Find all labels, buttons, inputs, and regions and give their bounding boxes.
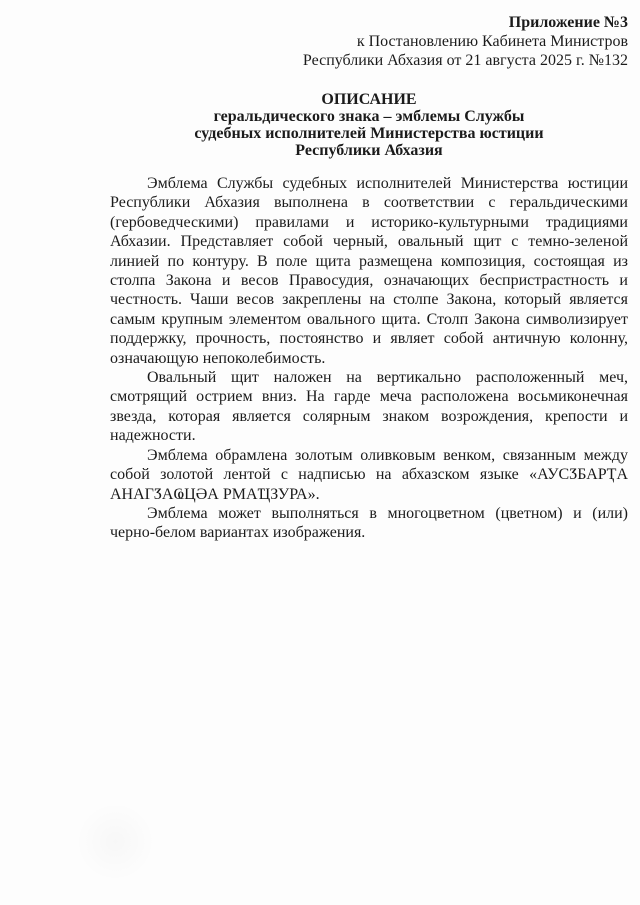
document-content	[110, 13, 628, 543]
document-body	[110, 174, 628, 543]
body-paragraph: Эмблема Службы судебных исполнителей Министерства юстиции Республики Абхазия выполнена в соответствии с геральдическими (гербоведческими) правилами и историко-культурными традициями Абхазии. Представляет собой черный, овальный щит с темно-зеленой линией по контуру. В поле щита размещена композиция, состоящая из столпа Закона и весов Правосудия, означающих беспристрастность и честность. Чаши весов закреплены на столпе Закона, который является самым крупным элементом овального щита. Столп Закона символизирует поддержку, прочность, постоянство и являет собой античную колонну, означающую непоколебимость.	[110, 175, 628, 367]
document-title	[110, 91, 628, 159]
title-line-1: ОПИСАНИЕ	[321, 91, 417, 108]
appendix-number: Приложение №3	[508, 14, 628, 31]
body-paragraph: Эмблема обрамлена золотым оливковым венком, связанным между собой золотой лентой с надписью на абхазском языке «АУСӠБАРҬА АНАГӠАҨЦӘА РМАҴЗУРА».	[110, 446, 628, 503]
appendix-header	[110, 13, 628, 70]
title-line-2: геральдического знака – эмблемы Службы	[213, 108, 525, 125]
title-line-4: Республики Абхазия	[295, 142, 443, 159]
title-line-3: судебных исполнителей Министерства юстиции	[194, 125, 544, 142]
decree-reference-line2: Республики Абхазия от 21 августа 2025 г. №132	[302, 52, 628, 69]
body-paragraph: Овальный щит наложен на вертикально расположенный меч, смотрящий острием вниз. На гарде меча расположена восьмиконечная звезда, которая является солярным знаком возрождения, крепости и надежности.	[110, 369, 628, 445]
body-paragraph: Эмблема может выполняться в многоцветном (цветном) и (или) черно-белом вариантах изображения.	[110, 504, 628, 542]
decree-reference-line1: к Постановлению Кабинета Министров	[356, 33, 628, 50]
